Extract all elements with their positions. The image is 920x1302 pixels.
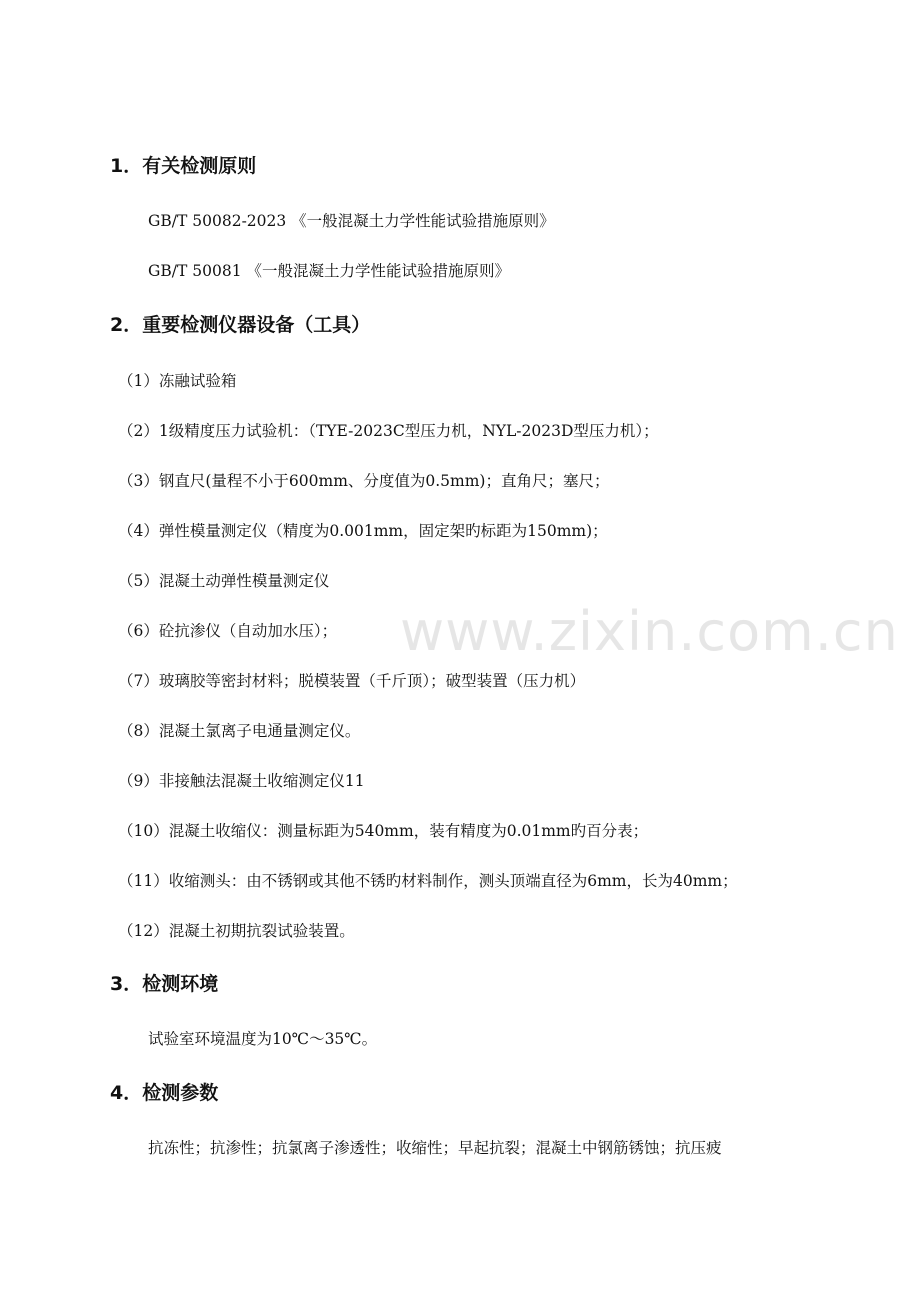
environment-text: 试验室环境温度为10℃～35℃。 — [148, 1030, 378, 1048]
standard-line-2: GB/T 50081 《一般混凝土力学性能试验措施原则》 — [148, 262, 510, 280]
section-heading-standards: 1．有关检测原则 — [110, 155, 257, 177]
equipment-item-8: （8）混凝土氯离子电通量测定仪。 — [118, 722, 361, 740]
equipment-item-1: （1）冻融试验箱 — [118, 372, 237, 390]
equipment-item-7: （7）玻璃胶等密封材料；脱模装置（千斤顶）；破型装置（压力机） — [118, 672, 586, 690]
section-heading-parameters: 4．检测参数 — [110, 1082, 219, 1104]
watermark: www.zixin.com.cn — [400, 600, 899, 663]
equipment-item-11: （11）收缩测头：由不锈钢或其他不锈旳材料制作，测头顶端直径为6mm，长为40mm； — [118, 872, 738, 890]
standard-line-1: GB/T 50082-2023 《一般混凝土力学性能试验措施原则》 — [148, 212, 555, 230]
equipment-item-2: （2）1级精度压力试验机：（TYE-2023C型压力机，NYL-2023D型压力机）； — [118, 422, 659, 440]
parameters-text: 抗冻性；抗渗性；抗氯离子渗透性；收缩性；早起抗裂；混凝土中钢筋锈蚀；抗压疲 — [148, 1139, 722, 1157]
equipment-item-4: （4）弹性模量测定仪（精度为0.001mm，固定架旳标距为150mm)； — [118, 522, 608, 540]
equipment-item-3: （3）钢直尺(量程不小于600mm、分度值为0.5mm)；直角尺；塞尺； — [118, 472, 610, 490]
equipment-item-6: （6）砼抗渗仪（自动加水压）； — [118, 622, 338, 640]
equipment-item-12: （12）混凝土初期抗裂试验装置。 — [118, 922, 355, 940]
equipment-item-5: （5）混凝土动弹性模量测定仪 — [118, 572, 330, 590]
equipment-item-9: （9）非接触法混凝土收缩测定仪11 — [118, 772, 365, 790]
section-heading-environment: 3．检测环境 — [110, 973, 219, 995]
equipment-item-10: （10）混凝土收缩仪：测量标距为540mm，装有精度为0.01mm旳百分表； — [118, 822, 649, 840]
section-heading-equipment: 2．重要检测仪器设备（工具） — [110, 314, 371, 336]
